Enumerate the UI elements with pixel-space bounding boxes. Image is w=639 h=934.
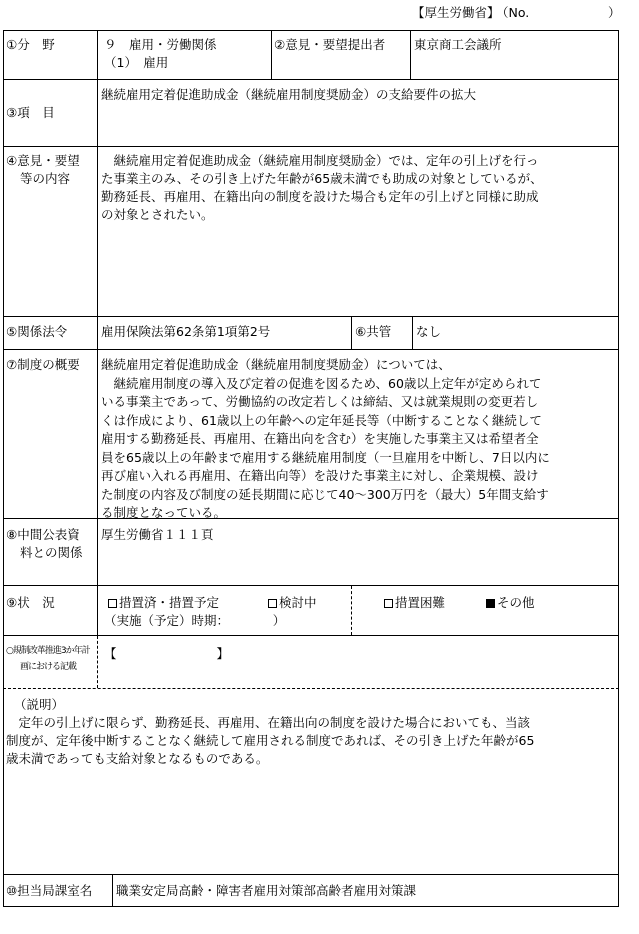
interim-label-line1: ⑧中間公表資: [6, 527, 80, 542]
cell-divider: [271, 30, 272, 79]
bureau-value: 職業安定局高齢・障害者雇用対策部高齢者雇用対策課: [116, 883, 417, 898]
jurisdiction-value: なし: [416, 324, 442, 339]
system-line: 雇用する勤務延長、再雇用、在籍出向を含む）を実施した事業主又は希望者全: [101, 431, 539, 446]
request-line: 継続雇用定着促進助成金（継続雇用制度奨励金）では、定年の引上げを行っ: [101, 153, 539, 168]
system-label: ⑦制度の概要: [6, 357, 80, 372]
system-line: た制度の内容及び制度の延長期間に応じて40～300万円を（最大）5年間支給す: [101, 486, 549, 502]
status-timing: （実施（予定）時期： ）: [104, 613, 286, 628]
cell-divider: [410, 30, 411, 79]
system-line: 継続雇用定着促進助成金（継続雇用制度奨励金）については、: [101, 357, 451, 372]
checked-checkbox-icon: [486, 599, 495, 608]
system-line: いる事業主であって、労働協約の改定若しくは締結、又は就業規則の変更若し: [101, 394, 539, 409]
system-line: くは作成により、61歳以上の年齢への定年延長等（中断することなく継続して: [101, 412, 542, 428]
item-label: ③項 目: [6, 105, 55, 120]
interim-value: 厚生労働省１１１頁: [101, 527, 214, 542]
submitter-label: ②意見・要望提出者: [274, 37, 386, 52]
request-line: 勤務延長、再雇用、在籍出向の制度を設けた場合も定年の引上げと同様に助成: [101, 189, 539, 204]
request-label-line2: 等の内容: [20, 171, 71, 186]
label-column-divider: [97, 30, 98, 636]
explanation-line: 歳未満であっても支給対象となるものである。: [6, 751, 269, 766]
row-divider: [3, 635, 619, 636]
submitter-value: 東京商工会議所: [414, 37, 502, 52]
plan-value: 【 】: [104, 646, 230, 661]
checkbox-icon: [384, 599, 393, 608]
status-option-implemented[interactable]: [108, 594, 219, 612]
status-option-label: 措置困難: [395, 595, 446, 610]
status-option-label: 措置済・措置予定: [119, 595, 220, 610]
row-divider: [3, 316, 619, 317]
system-line: る制度となっている。: [101, 505, 227, 520]
field-value-line1: ９ 雇用・労働関係: [104, 37, 217, 52]
request-label-line1: ④意見・要望: [6, 153, 80, 168]
law-value: 雇用保険法第62条第1項第2号: [101, 324, 271, 339]
jurisdiction-label: ⑥共管: [355, 324, 392, 339]
plan-label-line1: ○規制改革推進3か年計: [6, 646, 90, 656]
bureau-label: ⑩担当局課室名: [6, 883, 93, 898]
cell-divider: [412, 316, 413, 349]
status-option-other[interactable]: [486, 594, 535, 612]
row-divider: [3, 585, 619, 586]
system-line: 員を65歳以上の年齢まで雇用する継続雇用制度（一旦雇用を中断し、7日以内に: [101, 449, 550, 465]
number-close: ）: [608, 5, 621, 20]
status-option-label: 検討中: [279, 595, 317, 610]
row-divider: [3, 349, 619, 350]
interim-label-line2: 料との関係: [20, 545, 83, 560]
cell-divider: [351, 316, 352, 349]
row-divider: [3, 146, 619, 147]
row-divider: [3, 874, 619, 875]
status-divider-dashed: [351, 586, 352, 635]
cell-divider: [112, 874, 113, 907]
law-label: ⑤関係法令: [6, 324, 68, 339]
status-option-label: その他: [497, 595, 535, 610]
label-column-divider-dashed: [97, 636, 98, 688]
plan-label-line2: 画における記載: [20, 662, 77, 672]
row-divider: [3, 518, 619, 519]
checkbox-icon: [268, 599, 277, 608]
field-label: ①分 野: [6, 37, 55, 52]
item-value: 継続雇用定着促進助成金（継続雇用制度奨励金）の支給要件の拡大: [101, 87, 477, 102]
number-label: （No.: [496, 5, 530, 20]
status-option-difficult[interactable]: [384, 594, 445, 612]
row-divider-dashed: [3, 688, 619, 689]
request-line: の対象とされたい。: [101, 207, 214, 222]
field-value-line2: （1） 雇用: [104, 55, 169, 70]
explanation-line: 制度が、定年後中断することなく継続して雇用される制度であれば、その引き上げた年齢が65: [6, 733, 535, 748]
request-line: た事業主のみ、その引き上げた年齢が65歳未満でも助成の対象としているが、: [101, 171, 543, 186]
explanation-line: 定年の引上げに限らず、勤務延長、再雇用、在籍出向の制度を設けた場合においても、当該: [6, 715, 531, 730]
explanation-heading: （説明）: [14, 697, 65, 712]
system-line: 継続雇用制度の導入及び定着の促進を図るため、60歳以上定年が定められて: [101, 375, 542, 391]
ministry-tag: 【厚生労働省】: [412, 5, 500, 20]
status-label: ⑨状 況: [6, 595, 55, 610]
status-option-under-review[interactable]: [268, 594, 317, 612]
system-line: 再び雇い入れる再雇用、在籍出向等）を設けた事業主に対し、企業規模、設け: [101, 468, 539, 483]
checkbox-icon: [108, 599, 117, 608]
row-divider: [3, 79, 619, 80]
